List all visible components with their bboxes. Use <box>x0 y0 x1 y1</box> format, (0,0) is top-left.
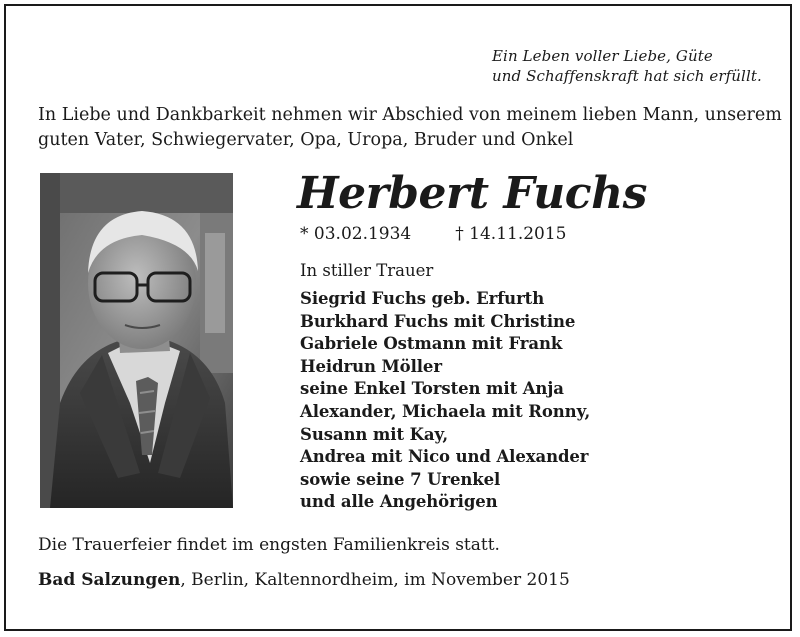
survivor-line: Alexander, Michaela mit Ronny, <box>300 401 591 421</box>
survivor-line: Burkhard Fuchs mit Christine <box>300 311 576 331</box>
place-city: Bad Salzungen <box>38 570 181 590</box>
death-date: † 14.11.2015 <box>455 224 567 244</box>
survivor-line: Heidrun Möller <box>300 356 442 376</box>
mourning-label: In stiller Trauer <box>300 261 434 280</box>
life-dates <box>300 222 567 246</box>
survivor-line: sowie seine 7 Urenkel <box>300 469 501 489</box>
portrait-photo <box>40 173 233 508</box>
survivor-line: Susann mit Kay, <box>300 424 449 444</box>
survivor-line: Andrea mit Nico und Alexander <box>300 447 589 467</box>
motto-line: und Schaffenskraft hat sich erfüllt. <box>492 67 762 85</box>
survivor-line: und alle Angehörigen <box>300 492 498 512</box>
motto-line: Ein Leben voller Liebe, Güte <box>492 47 713 65</box>
birth-date: * 03.02.1934 <box>300 224 412 244</box>
intro-line: guten Vater, Schwiegervater, Opa, Uropa, Bruder und Onkel <box>38 130 574 150</box>
survivor-line: Gabriele Ostmann mit Frank <box>300 334 563 354</box>
place-rest: , Berlin, Kaltennordheim, im November 2015 <box>180 570 570 590</box>
intro-text <box>38 103 782 153</box>
survivor-line: Siegrid Fuchs geb. Erfurth <box>300 289 545 308</box>
portrait-illustration <box>40 173 233 508</box>
place-date-line <box>38 568 570 592</box>
deceased-name: Herbert Fuchs <box>297 168 647 219</box>
survivor-line: seine Enkel Torsten mit Anja <box>300 379 564 399</box>
survivors-list <box>300 288 590 514</box>
ceremony-note: Die Trauerfeier findet im engsten Familienkreis statt. <box>38 535 500 555</box>
intro-line: In Liebe und Dankbarkeit nehmen wir Abschied von meinem lieben Mann, unserem <box>38 105 782 125</box>
motto <box>492 46 762 86</box>
